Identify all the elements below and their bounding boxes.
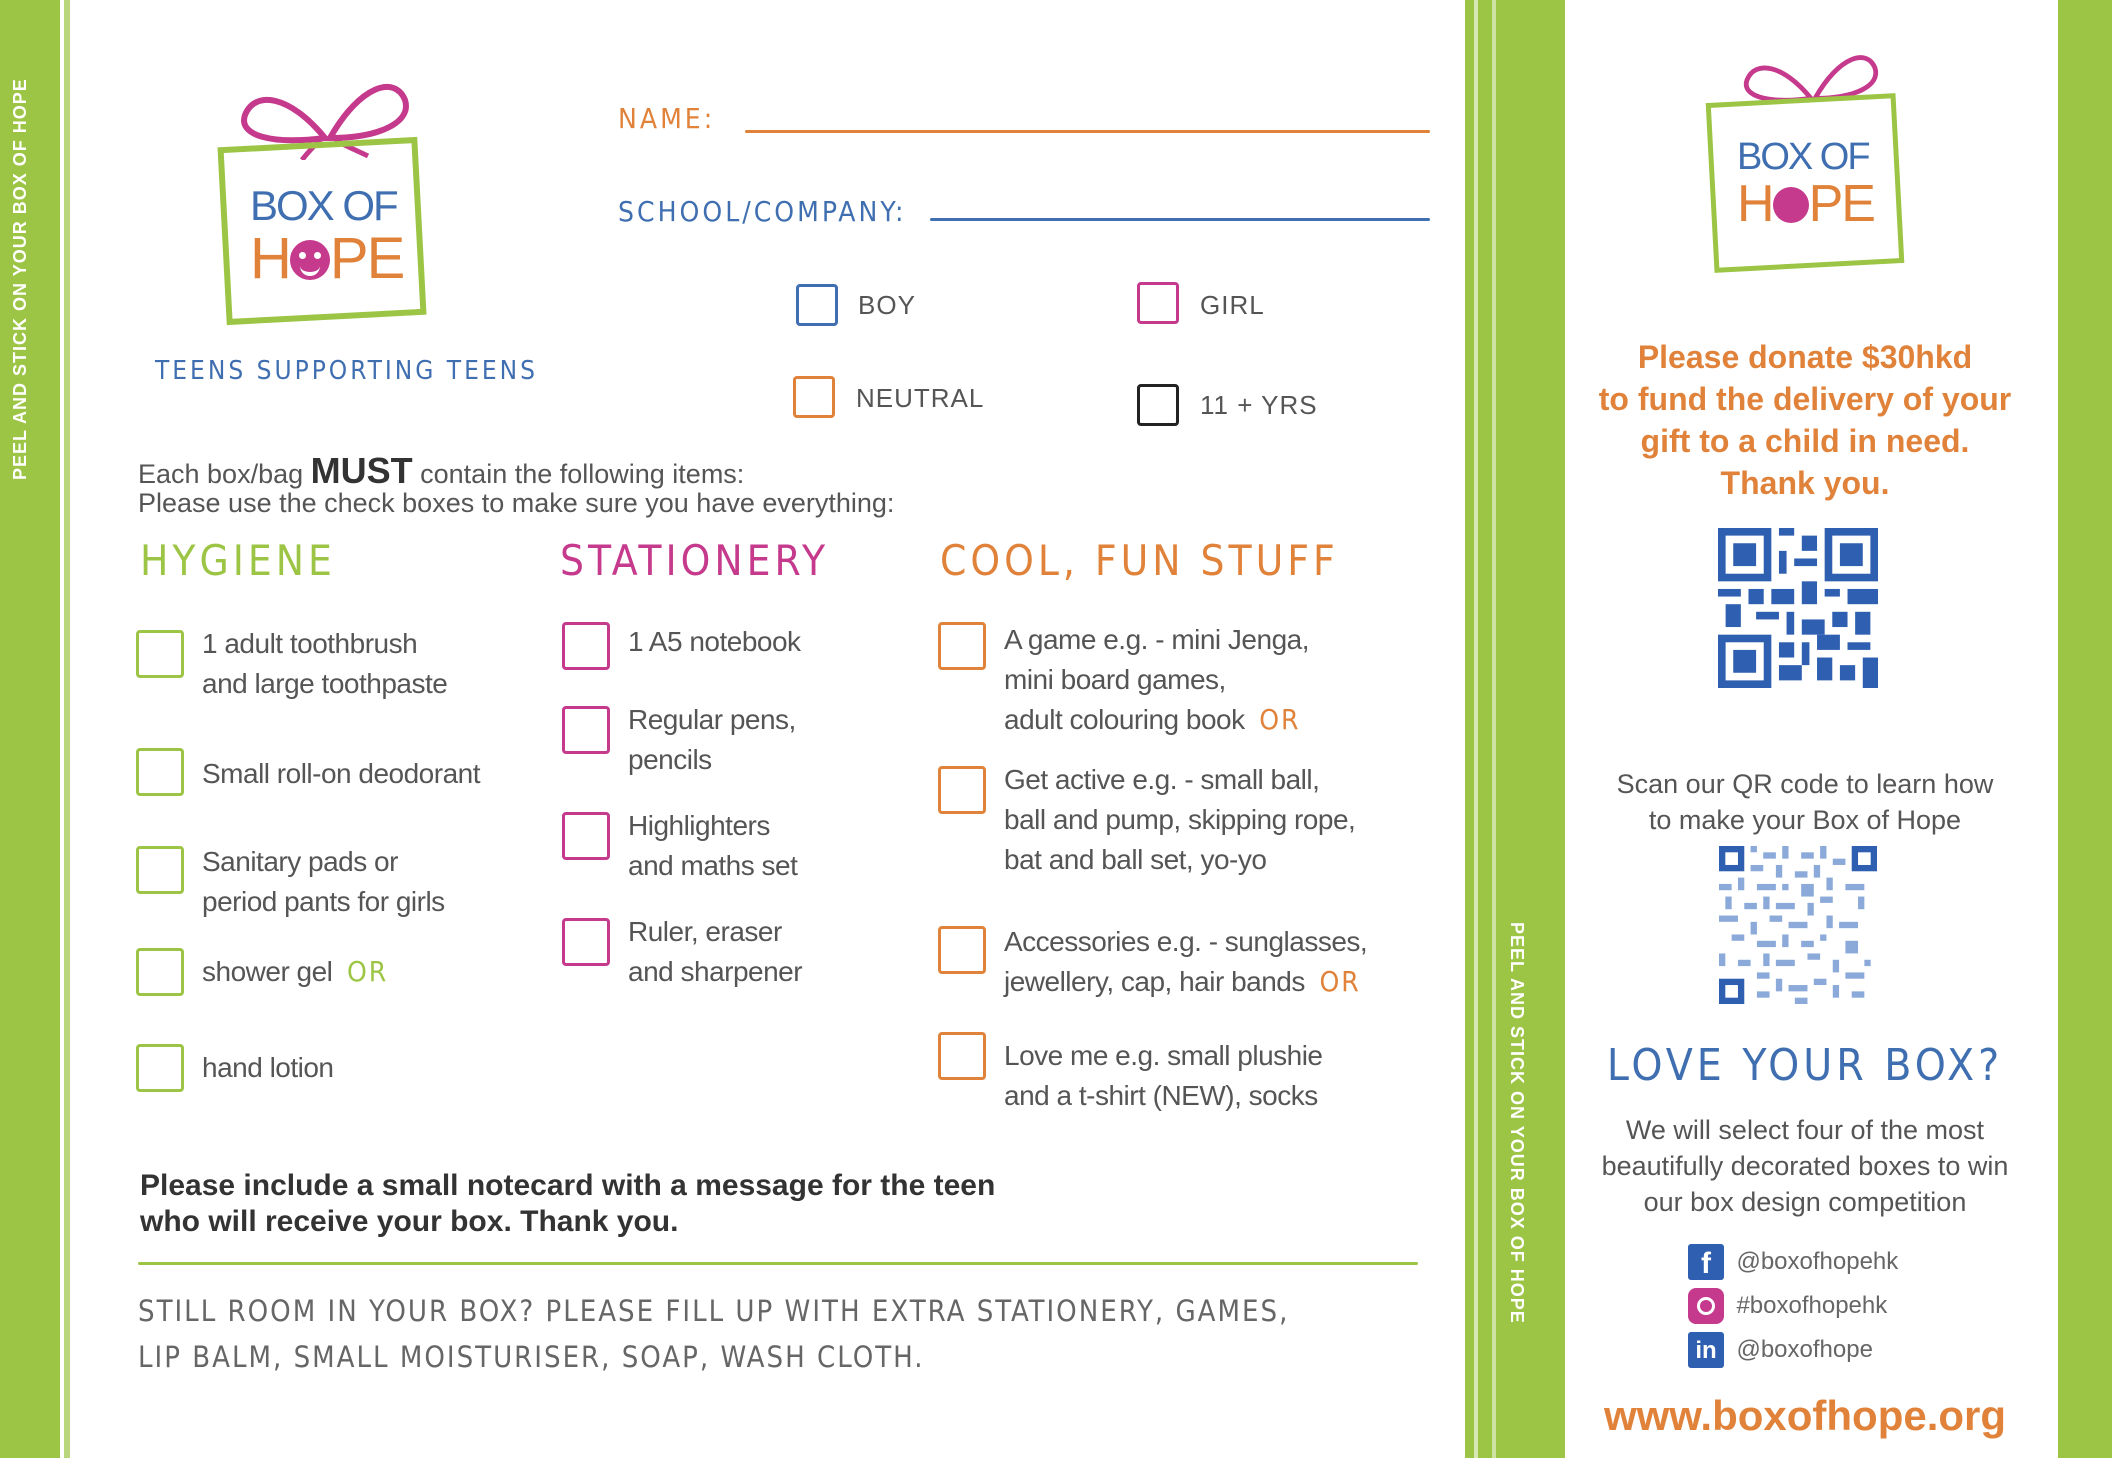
school-company-label: SCHOOL/COMPANY:	[618, 195, 907, 228]
fun-item-4	[1004, 1036, 1323, 1116]
fun-stuff-heading: COOL, FUN STUFF	[940, 536, 1339, 585]
neutral-label: NEUTRAL	[856, 383, 985, 413]
donate-line-4: Thank you.	[1720, 465, 1890, 501]
donate-line-2: to fund the delivery of your	[1598, 381, 2012, 417]
instagram-icon	[1688, 1288, 1724, 1324]
notecard-line-2: who will receive your box. Thank you.	[140, 1205, 679, 1238]
fun-item-3-line-1: Accessories e.g. - sunglasses,	[1004, 926, 1368, 957]
name-field[interactable]	[745, 130, 1430, 133]
age-11-plus-label: 11 + YRS	[1200, 390, 1318, 420]
still-room-note	[138, 1288, 1289, 1380]
intro-line-2: Please use the check boxes to make sure you have everything:	[138, 488, 895, 518]
love-your-box-heading: LOVE YOUR BOX?	[1606, 1040, 2004, 1091]
scan-line-1: Scan our QR code to learn how	[1616, 769, 1994, 799]
stationery-item-3	[628, 806, 797, 886]
stationery-checkbox-4[interactable]	[562, 918, 610, 966]
neutral-checkbox[interactable]	[793, 376, 835, 418]
main-logo	[210, 60, 450, 340]
social-linkedin[interactable]	[1688, 1332, 1873, 1372]
stationery-item-4-line-2: and sharpener	[628, 956, 803, 987]
middle-strip-line-2	[1492, 0, 1496, 1458]
facebook-handle: @boxofhopehk	[1736, 1248, 1899, 1275]
fun-checkbox-3[interactable]	[938, 926, 986, 974]
hygiene-checkbox-4[interactable]	[136, 948, 184, 996]
stationery-checkbox-2[interactable]	[562, 706, 610, 754]
donate-line-3: gift to a child in need.	[1640, 423, 1970, 459]
fun-checkbox-1[interactable]	[938, 622, 986, 670]
competition-message	[1560, 1112, 2050, 1220]
social-instagram[interactable]	[1688, 1288, 1887, 1328]
stationery-heading: STATIONERY	[560, 536, 830, 585]
howto-qr-code[interactable]	[1718, 846, 1878, 1004]
girl-label: GIRL	[1200, 290, 1265, 320]
stationery-checkbox-1[interactable]	[562, 622, 610, 670]
facebook-icon: f	[1688, 1244, 1724, 1280]
logo-letter-h: H	[250, 226, 290, 291]
fun-item-2-line-3: bat and ball set, yo-yo	[1004, 844, 1267, 875]
logo-tagline: TEENS SUPPORTING TEENS	[155, 356, 538, 386]
stationery-item-4	[628, 912, 802, 992]
fun-checkbox-4[interactable]	[938, 1032, 986, 1080]
hygiene-item-3	[202, 842, 445, 922]
hygiene-or: OR	[346, 955, 389, 988]
name-label: NAME:	[618, 102, 716, 135]
competition-line-3: our box design competition	[1643, 1187, 1967, 1217]
hygiene-heading: HYGIENE	[140, 536, 336, 585]
fun-item-2-line-1: Get active e.g. - small ball,	[1004, 764, 1320, 795]
logo-text-box-of: BOX OF	[250, 182, 397, 229]
fun-item-3-line-2: jewellery, cap, hair bands	[1004, 966, 1305, 997]
social-facebook[interactable]	[1688, 1244, 1898, 1284]
fun-item-1-or: OR	[1259, 703, 1301, 736]
school-company-field[interactable]	[930, 218, 1430, 221]
fun-item-3-or: OR	[1319, 965, 1361, 998]
divider-line	[138, 1262, 1418, 1265]
fun-item-1	[1004, 620, 1309, 740]
fun-item-1-line-3: adult colouring book	[1004, 704, 1245, 735]
fun-item-1-line-2: mini board games,	[1004, 664, 1226, 695]
left-strip-edge	[64, 0, 70, 1458]
intro-text-c: contain the following items:	[412, 459, 745, 489]
hygiene-checkbox-1[interactable]	[136, 630, 184, 678]
hygiene-item-3-line-1: Sanitary pads or	[202, 846, 398, 877]
hygiene-item-4	[202, 952, 388, 992]
scan-line-2: to make your Box of Hope	[1648, 805, 1962, 835]
right-logo-letter-h: H	[1737, 175, 1773, 233]
fun-item-4-line-1: Love me e.g. small plushie	[1004, 1040, 1323, 1071]
intro-text-a: Each box/bag	[138, 459, 311, 489]
linkedin-handle: @boxofhope	[1736, 1336, 1873, 1363]
stationery-item-4-line-1: Ruler, eraser	[628, 916, 782, 947]
fun-item-3-line-2-wrap	[1004, 962, 1367, 1002]
howto-qr-icon	[1718, 846, 1878, 1004]
boy-checkbox[interactable]	[796, 284, 838, 326]
hygiene-item-2: Small roll-on deodorant	[202, 758, 480, 789]
still-room-line-2: LIP BALM, SMALL MOISTURISER, SOAP, WASH CLOTH.	[138, 1340, 925, 1374]
fun-item-1-line-3-wrap	[1004, 700, 1309, 740]
boy-label: BOY	[858, 290, 916, 320]
middle-strip-text: PEEL AND STICK ON YOUR BOX OF HOPE	[1507, 922, 1527, 1324]
donate-qr-code[interactable]	[1718, 528, 1878, 688]
hygiene-checkbox-2[interactable]	[136, 748, 184, 796]
hygiene-item-5: hand lotion	[202, 1052, 334, 1083]
hygiene-item-1-line-1: 1 adult toothbrush	[202, 628, 418, 659]
fun-item-1-line-1: A game e.g. - mini Jenga,	[1004, 624, 1310, 655]
logo-text-hope	[250, 225, 403, 292]
fun-item-3	[1004, 922, 1367, 1002]
right-logo-letters-pe: PE	[1808, 175, 1874, 233]
fun-item-4-line-2: and a t-shirt (NEW), socks	[1004, 1080, 1318, 1111]
stationery-item-2	[628, 700, 796, 780]
logo-letters-pe: PE	[329, 226, 404, 291]
hygiene-checkbox-5[interactable]	[136, 1044, 184, 1092]
hygiene-item-4-text: shower gel	[202, 956, 333, 987]
right-logo-text-box-of: BOX OF	[1737, 136, 1869, 178]
fun-checkbox-2[interactable]	[938, 766, 986, 814]
stationery-item-1: 1 A5 notebook	[628, 626, 801, 657]
scan-message	[1570, 766, 2040, 838]
middle-strip-line-1	[1474, 0, 1478, 1458]
intro-line-1	[138, 450, 744, 492]
website-link[interactable]: www.boxofhope.org	[1603, 1392, 2007, 1439]
stationery-checkbox-3[interactable]	[562, 812, 610, 860]
intro-must: MUST	[310, 450, 413, 491]
smiley-icon	[290, 240, 330, 280]
competition-line-1: We will select four of the most	[1625, 1115, 1985, 1145]
notecard-message	[140, 1168, 995, 1240]
fun-item-2-line-2: ball and pump, skipping rope,	[1004, 804, 1356, 835]
right-smiley-icon	[1773, 187, 1809, 223]
stationery-item-2-line-1: Regular pens,	[628, 704, 796, 735]
hygiene-item-1	[202, 624, 447, 704]
right-logo-text-hope	[1737, 174, 1874, 234]
donate-qr-icon	[1718, 528, 1878, 688]
notecard-line-1: Please include a small notecard with a message for the teen	[140, 1169, 996, 1202]
stationery-item-3-line-1: Highlighters	[628, 810, 770, 841]
right-green-strip	[2058, 0, 2112, 1458]
still-room-line-1: STILL ROOM IN YOUR BOX? PLEASE FILL UP WITH EXTRA STATIONERY, GAMES,	[138, 1294, 1290, 1328]
linkedin-icon: in	[1688, 1332, 1724, 1368]
hygiene-checkbox-3[interactable]	[136, 846, 184, 894]
left-strip-text: PEEL AND STICK ON YOUR BOX OF HOPE	[10, 78, 30, 480]
stationery-item-3-line-2: and maths set	[628, 850, 798, 881]
right-logo	[1705, 36, 1925, 286]
instagram-handle: #boxofhopehk	[1736, 1292, 1888, 1319]
fun-item-2	[1004, 760, 1355, 880]
age-11-plus-checkbox[interactable]	[1137, 384, 1179, 426]
stationery-item-2-line-2: pencils	[628, 744, 712, 775]
competition-line-2: beautifully decorated boxes to win	[1601, 1151, 2009, 1181]
donate-message	[1570, 336, 2040, 504]
girl-checkbox[interactable]	[1137, 282, 1179, 324]
donate-line-1: Please donate $30hkd	[1637, 339, 1973, 375]
hygiene-item-1-line-2: and large toothpaste	[202, 668, 448, 699]
hygiene-item-3-line-2: period pants for girls	[202, 886, 445, 917]
